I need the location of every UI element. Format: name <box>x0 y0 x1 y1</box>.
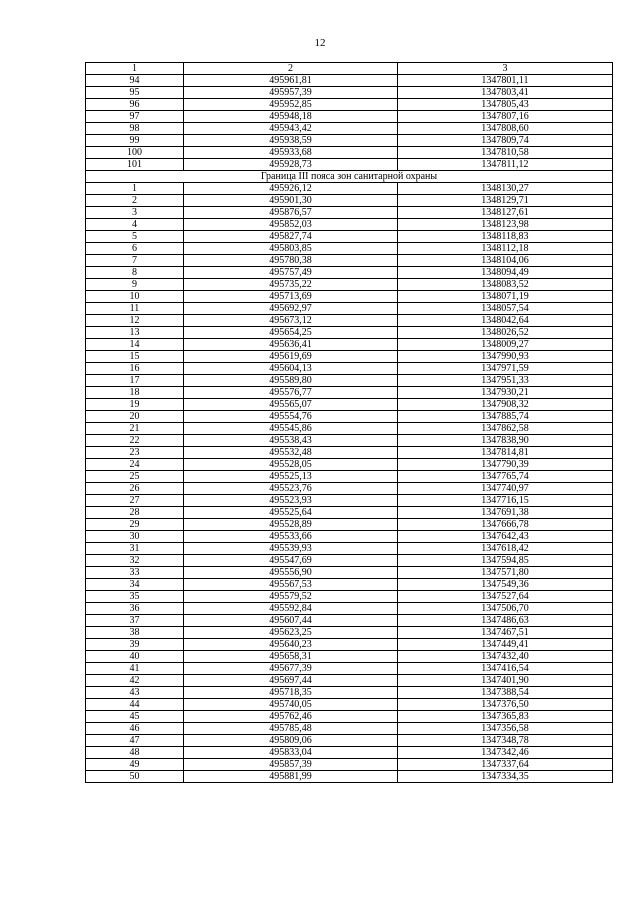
x-coordinate-cell: 495692,97 <box>184 303 398 315</box>
y-coordinate-cell: 1348118,83 <box>398 231 613 243</box>
y-coordinate-cell: 1347862,58 <box>398 423 613 435</box>
point-number-cell: 35 <box>86 591 184 603</box>
y-coordinate-cell: 1347388,54 <box>398 687 613 699</box>
y-coordinate-cell: 1348094,49 <box>398 267 613 279</box>
x-coordinate-cell: 495623,25 <box>184 627 398 639</box>
x-coordinate-cell: 495876,57 <box>184 207 398 219</box>
y-coordinate-cell: 1347337,64 <box>398 759 613 771</box>
point-number-cell: 12 <box>86 315 184 327</box>
table-row <box>86 243 613 255</box>
table-row <box>86 699 613 711</box>
table-row <box>86 159 613 171</box>
y-coordinate-cell: 1347971,59 <box>398 363 613 375</box>
point-number-cell: 22 <box>86 435 184 447</box>
table-row <box>86 99 613 111</box>
y-coordinate-cell: 1347838,90 <box>398 435 613 447</box>
x-coordinate-cell: 495740,05 <box>184 699 398 711</box>
y-coordinate-cell: 1347990,93 <box>398 351 613 363</box>
table-row <box>86 591 613 603</box>
table-row <box>86 387 613 399</box>
point-number-cell: 98 <box>86 123 184 135</box>
point-number-cell: 14 <box>86 339 184 351</box>
table-row <box>86 759 613 771</box>
x-coordinate-cell: 495677,39 <box>184 663 398 675</box>
table-row <box>86 519 613 531</box>
table-row <box>86 723 613 735</box>
x-coordinate-cell: 495554,76 <box>184 411 398 423</box>
table-row <box>86 219 613 231</box>
x-coordinate-cell: 495658,31 <box>184 651 398 663</box>
point-number-cell: 8 <box>86 267 184 279</box>
table-row <box>86 207 613 219</box>
point-number-cell: 44 <box>86 699 184 711</box>
y-coordinate-cell: 1347814,81 <box>398 447 613 459</box>
point-number-cell: 16 <box>86 363 184 375</box>
y-coordinate-cell: 1348127,61 <box>398 207 613 219</box>
y-coordinate-cell: 1347416,54 <box>398 663 613 675</box>
point-number-cell: 32 <box>86 555 184 567</box>
x-coordinate-cell: 495523,76 <box>184 483 398 495</box>
table-row <box>86 291 613 303</box>
point-number-cell: 42 <box>86 675 184 687</box>
table-row <box>86 507 613 519</box>
y-coordinate-cell: 1347571,80 <box>398 567 613 579</box>
y-coordinate-cell: 1347486,63 <box>398 615 613 627</box>
x-coordinate-cell: 495803,85 <box>184 243 398 255</box>
section-title: Граница III пояса зон санитарной охраны <box>86 171 613 183</box>
y-coordinate-cell: 1347376,50 <box>398 699 613 711</box>
table-row <box>86 411 613 423</box>
x-coordinate-cell: 495757,49 <box>184 267 398 279</box>
table-row <box>86 771 613 783</box>
x-coordinate-cell: 495525,13 <box>184 471 398 483</box>
table-row <box>86 135 613 147</box>
point-number-cell: 94 <box>86 75 184 87</box>
x-coordinate-cell: 495735,22 <box>184 279 398 291</box>
x-coordinate-cell: 495827,74 <box>184 231 398 243</box>
x-coordinate-cell: 495926,12 <box>184 183 398 195</box>
point-number-cell: 31 <box>86 543 184 555</box>
table-row <box>86 255 613 267</box>
y-coordinate-cell: 1347506,70 <box>398 603 613 615</box>
y-coordinate-cell: 1348129,71 <box>398 195 613 207</box>
table-row <box>86 279 613 291</box>
x-coordinate-cell: 495948,18 <box>184 111 398 123</box>
point-number-cell: 6 <box>86 243 184 255</box>
column-header-y: 3 <box>398 63 613 75</box>
page-number: 12 <box>314 37 326 49</box>
point-number-cell: 25 <box>86 471 184 483</box>
y-coordinate-cell: 1347908,32 <box>398 399 613 411</box>
x-coordinate-cell: 495762,46 <box>184 711 398 723</box>
y-coordinate-cell: 1348042,64 <box>398 315 613 327</box>
x-coordinate-cell: 495619,69 <box>184 351 398 363</box>
x-coordinate-cell: 495636,41 <box>184 339 398 351</box>
y-coordinate-cell: 1348057,54 <box>398 303 613 315</box>
y-coordinate-cell: 1347527,64 <box>398 591 613 603</box>
table-row <box>86 231 613 243</box>
table-row <box>86 303 613 315</box>
point-number-cell: 15 <box>86 351 184 363</box>
table-row <box>86 627 613 639</box>
table-row <box>86 675 613 687</box>
y-coordinate-cell: 1347930,21 <box>398 387 613 399</box>
point-number-cell: 40 <box>86 651 184 663</box>
table-row <box>86 603 613 615</box>
table-row <box>86 735 613 747</box>
x-coordinate-cell: 495673,12 <box>184 315 398 327</box>
point-number-cell: 1 <box>86 183 184 195</box>
point-number-cell: 38 <box>86 627 184 639</box>
y-coordinate-cell: 1347740,97 <box>398 483 613 495</box>
table-row <box>86 543 613 555</box>
y-coordinate-cell: 1347807,16 <box>398 111 613 123</box>
table-row <box>86 399 613 411</box>
x-coordinate-cell: 495589,80 <box>184 375 398 387</box>
point-number-cell: 7 <box>86 255 184 267</box>
point-number-cell: 30 <box>86 531 184 543</box>
x-coordinate-cell: 495718,35 <box>184 687 398 699</box>
point-number-cell: 37 <box>86 615 184 627</box>
table-row <box>86 327 613 339</box>
coordinates-table <box>85 62 613 783</box>
y-coordinate-cell: 1347811,12 <box>398 159 613 171</box>
table-row <box>86 747 613 759</box>
point-number-cell: 95 <box>86 87 184 99</box>
table-row <box>86 267 613 279</box>
y-coordinate-cell: 1348009,27 <box>398 339 613 351</box>
point-number-cell: 4 <box>86 219 184 231</box>
y-coordinate-cell: 1347401,90 <box>398 675 613 687</box>
point-number-cell: 26 <box>86 483 184 495</box>
y-coordinate-cell: 1347549,36 <box>398 579 613 591</box>
table-row <box>86 483 613 495</box>
x-coordinate-cell: 495952,85 <box>184 99 398 111</box>
y-coordinate-cell: 1347885,74 <box>398 411 613 423</box>
x-coordinate-cell: 495592,84 <box>184 603 398 615</box>
y-coordinate-cell: 1347348,78 <box>398 735 613 747</box>
x-coordinate-cell: 495604,13 <box>184 363 398 375</box>
table-row <box>86 423 613 435</box>
table-row <box>86 363 613 375</box>
y-coordinate-cell: 1347691,38 <box>398 507 613 519</box>
table-row <box>86 111 613 123</box>
point-number-cell: 101 <box>86 159 184 171</box>
point-number-cell: 39 <box>86 639 184 651</box>
x-coordinate-cell: 495852,03 <box>184 219 398 231</box>
x-coordinate-cell: 495901,30 <box>184 195 398 207</box>
x-coordinate-cell: 495780,38 <box>184 255 398 267</box>
table-row <box>86 531 613 543</box>
y-coordinate-cell: 1347716,15 <box>398 495 613 507</box>
point-number-cell: 29 <box>86 519 184 531</box>
point-number-cell: 43 <box>86 687 184 699</box>
table-row <box>86 471 613 483</box>
y-coordinate-cell: 1347342,46 <box>398 747 613 759</box>
x-coordinate-cell: 495545,86 <box>184 423 398 435</box>
column-header-number: 1 <box>86 63 184 75</box>
table-row <box>86 687 613 699</box>
point-number-cell: 3 <box>86 207 184 219</box>
table-row <box>86 639 613 651</box>
x-coordinate-cell: 495928,73 <box>184 159 398 171</box>
point-number-cell: 19 <box>86 399 184 411</box>
y-coordinate-cell: 1347765,74 <box>398 471 613 483</box>
point-number-cell: 27 <box>86 495 184 507</box>
point-number-cell: 45 <box>86 711 184 723</box>
table-row <box>86 147 613 159</box>
point-number-cell: 10 <box>86 291 184 303</box>
coordinates-table-body <box>86 63 613 783</box>
table-row <box>86 315 613 327</box>
y-coordinate-cell: 1347449,41 <box>398 639 613 651</box>
y-coordinate-cell: 1347618,42 <box>398 543 613 555</box>
x-coordinate-cell: 495579,52 <box>184 591 398 603</box>
y-coordinate-cell: 1348071,19 <box>398 291 613 303</box>
point-number-cell: 24 <box>86 459 184 471</box>
x-coordinate-cell: 495556,90 <box>184 567 398 579</box>
x-coordinate-cell: 495697,44 <box>184 675 398 687</box>
point-number-cell: 11 <box>86 303 184 315</box>
x-coordinate-cell: 495539,93 <box>184 543 398 555</box>
x-coordinate-cell: 495938,59 <box>184 135 398 147</box>
y-coordinate-cell: 1347365,83 <box>398 711 613 723</box>
table-row <box>86 351 613 363</box>
point-number-cell: 100 <box>86 147 184 159</box>
column-header-x: 2 <box>184 63 398 75</box>
y-coordinate-cell: 1348123,98 <box>398 219 613 231</box>
x-coordinate-cell: 495523,93 <box>184 495 398 507</box>
point-number-cell: 34 <box>86 579 184 591</box>
x-coordinate-cell: 495654,25 <box>184 327 398 339</box>
point-number-cell: 99 <box>86 135 184 147</box>
point-number-cell: 18 <box>86 387 184 399</box>
y-coordinate-cell: 1347809,74 <box>398 135 613 147</box>
y-coordinate-cell: 1348083,52 <box>398 279 613 291</box>
point-number-cell: 2 <box>86 195 184 207</box>
x-coordinate-cell: 495547,69 <box>184 555 398 567</box>
y-coordinate-cell: 1347951,33 <box>398 375 613 387</box>
point-number-cell: 36 <box>86 603 184 615</box>
table-row <box>86 555 613 567</box>
y-coordinate-cell: 1347810,58 <box>398 147 613 159</box>
y-coordinate-cell: 1347801,11 <box>398 75 613 87</box>
table-row <box>86 75 613 87</box>
y-coordinate-cell: 1347803,41 <box>398 87 613 99</box>
y-coordinate-cell: 1347594,85 <box>398 555 613 567</box>
table-row <box>86 195 613 207</box>
table-row <box>86 447 613 459</box>
table-row <box>86 435 613 447</box>
x-coordinate-cell: 495957,39 <box>184 87 398 99</box>
point-number-cell: 9 <box>86 279 184 291</box>
x-coordinate-cell: 495809,06 <box>184 735 398 747</box>
table-row <box>86 123 613 135</box>
point-number-cell: 41 <box>86 663 184 675</box>
point-number-cell: 28 <box>86 507 184 519</box>
table-row <box>86 663 613 675</box>
table-row <box>86 495 613 507</box>
x-coordinate-cell: 495833,04 <box>184 747 398 759</box>
point-number-cell: 48 <box>86 747 184 759</box>
point-number-cell: 33 <box>86 567 184 579</box>
table-row <box>86 615 613 627</box>
x-coordinate-cell: 495943,42 <box>184 123 398 135</box>
point-number-cell: 21 <box>86 423 184 435</box>
point-number-cell: 97 <box>86 111 184 123</box>
x-coordinate-cell: 495565,07 <box>184 399 398 411</box>
y-coordinate-cell: 1347432,40 <box>398 651 613 663</box>
point-number-cell: 46 <box>86 723 184 735</box>
point-number-cell: 5 <box>86 231 184 243</box>
section-title-row <box>86 171 613 183</box>
point-number-cell: 23 <box>86 447 184 459</box>
y-coordinate-cell: 1348104,06 <box>398 255 613 267</box>
y-coordinate-cell: 1348112,18 <box>398 243 613 255</box>
table-row <box>86 567 613 579</box>
table-row <box>86 339 613 351</box>
y-coordinate-cell: 1347805,43 <box>398 99 613 111</box>
table-row <box>86 183 613 195</box>
point-number-cell: 50 <box>86 771 184 783</box>
x-coordinate-cell: 495525,64 <box>184 507 398 519</box>
x-coordinate-cell: 495640,23 <box>184 639 398 651</box>
point-number-cell: 13 <box>86 327 184 339</box>
y-coordinate-cell: 1348026,52 <box>398 327 613 339</box>
x-coordinate-cell: 495533,66 <box>184 531 398 543</box>
table-row <box>86 87 613 99</box>
x-coordinate-cell: 495713,69 <box>184 291 398 303</box>
x-coordinate-cell: 495857,39 <box>184 759 398 771</box>
point-number-cell: 47 <box>86 735 184 747</box>
point-number-cell: 49 <box>86 759 184 771</box>
table-row <box>86 459 613 471</box>
y-coordinate-cell: 1347790,39 <box>398 459 613 471</box>
table-row <box>86 651 613 663</box>
y-coordinate-cell: 1347642,43 <box>398 531 613 543</box>
y-coordinate-cell: 1348130,27 <box>398 183 613 195</box>
x-coordinate-cell: 495576,77 <box>184 387 398 399</box>
x-coordinate-cell: 495532,48 <box>184 447 398 459</box>
x-coordinate-cell: 495528,89 <box>184 519 398 531</box>
y-coordinate-cell: 1347467,51 <box>398 627 613 639</box>
table-row <box>86 375 613 387</box>
x-coordinate-cell: 495881,99 <box>184 771 398 783</box>
y-coordinate-cell: 1347356,58 <box>398 723 613 735</box>
x-coordinate-cell: 495607,44 <box>184 615 398 627</box>
x-coordinate-cell: 495567,53 <box>184 579 398 591</box>
point-number-cell: 17 <box>86 375 184 387</box>
x-coordinate-cell: 495785,48 <box>184 723 398 735</box>
point-number-cell: 96 <box>86 99 184 111</box>
x-coordinate-cell: 495538,43 <box>184 435 398 447</box>
y-coordinate-cell: 1347666,78 <box>398 519 613 531</box>
x-coordinate-cell: 495933,68 <box>184 147 398 159</box>
point-number-cell: 20 <box>86 411 184 423</box>
table-row <box>86 711 613 723</box>
y-coordinate-cell: 1347808,60 <box>398 123 613 135</box>
table-header-row <box>86 63 613 75</box>
y-coordinate-cell: 1347334,35 <box>398 771 613 783</box>
table-row <box>86 579 613 591</box>
x-coordinate-cell: 495528,05 <box>184 459 398 471</box>
x-coordinate-cell: 495961,81 <box>184 75 398 87</box>
